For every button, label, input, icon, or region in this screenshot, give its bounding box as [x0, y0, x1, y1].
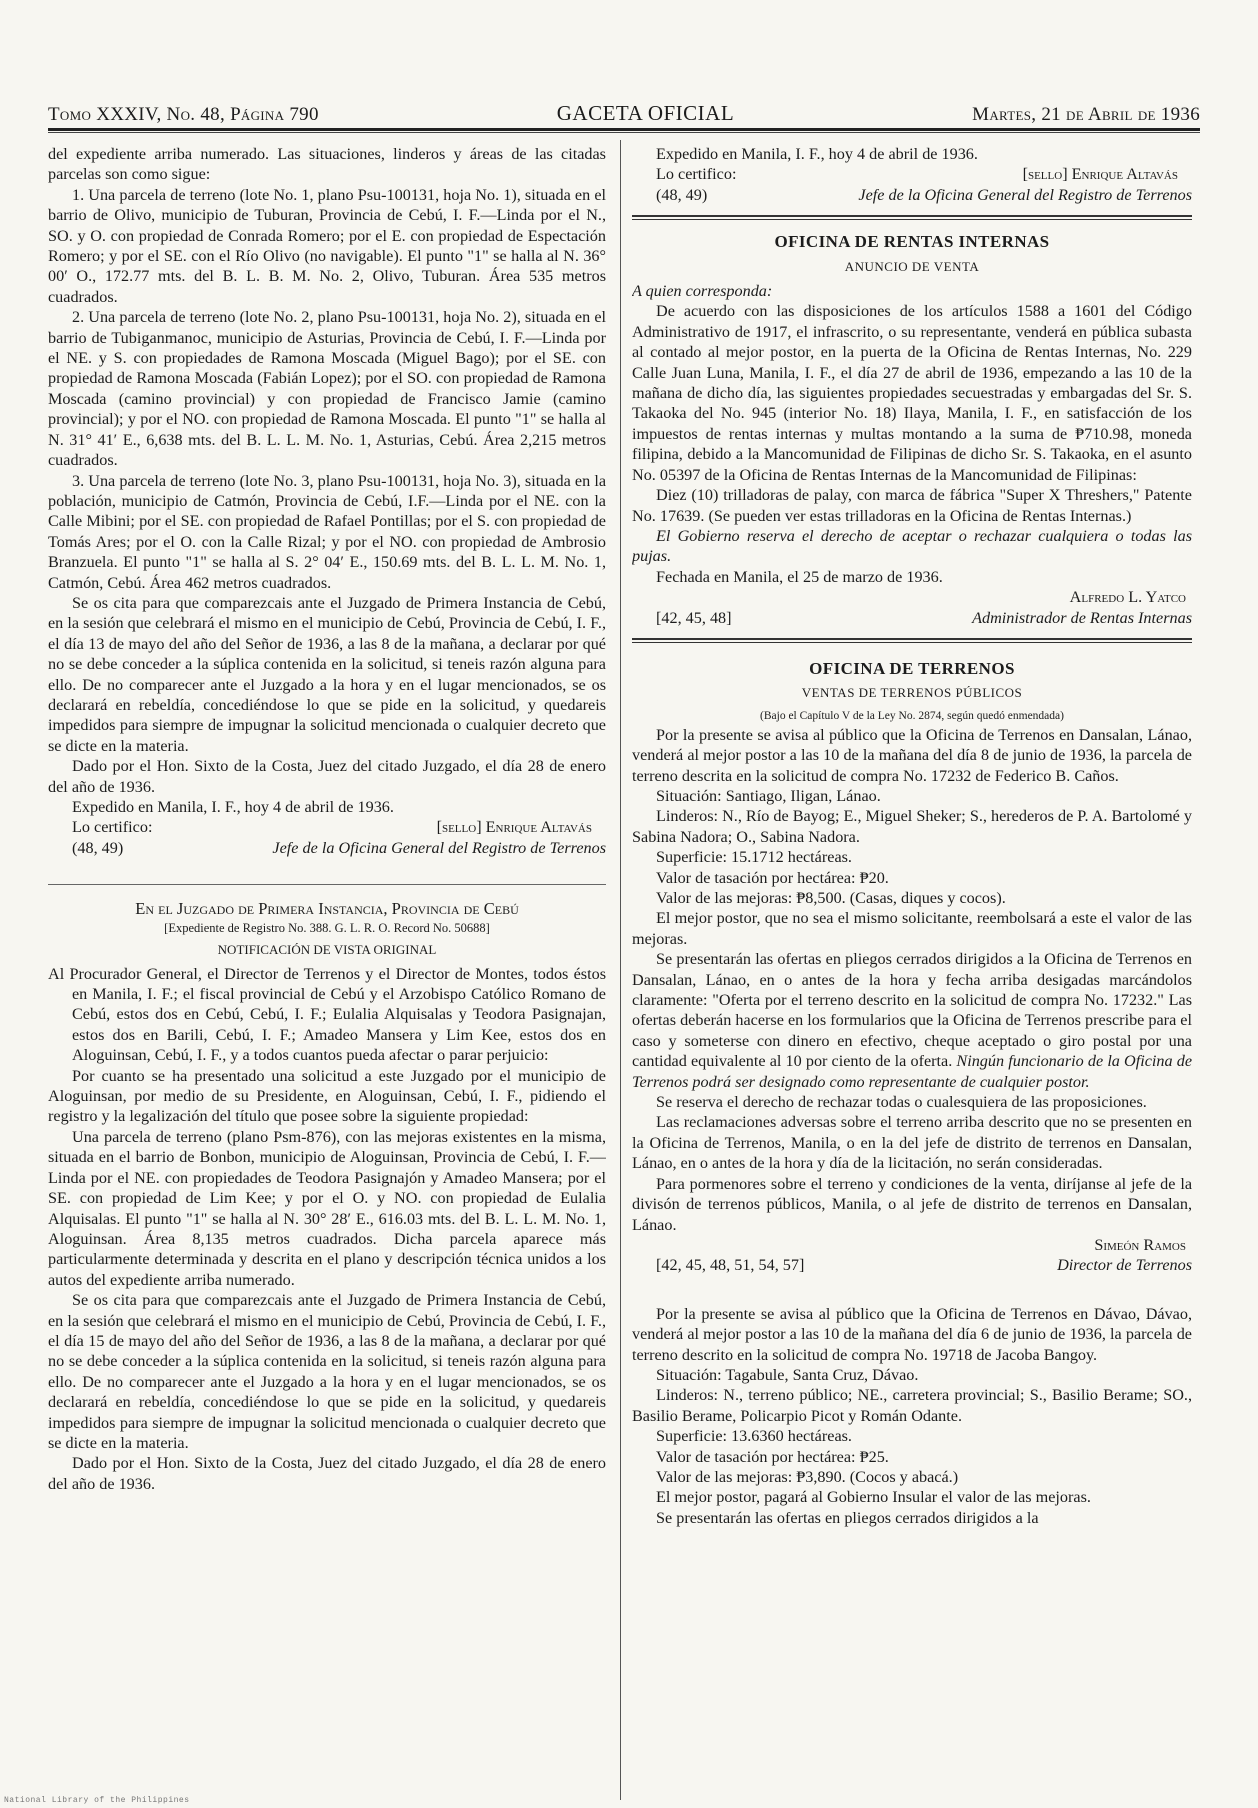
reserve-paragraph: Se reserva el derecho de rechazar todas o cualesquiera de las proposiciones. [656, 1093, 1147, 1112]
header-volume: Tomo XXXIV, No. 48, Página 790 [48, 104, 319, 125]
page-header [48, 94, 1200, 126]
given-by-paragraph: Dado por el Hon. Sixto de la Costa, Juez del citado Juzgado, el día 28 de enero del año de 1936. [48, 757, 606, 796]
notice-title: NOTIFICACIÓN DE VISTA ORIGINAL [217, 941, 437, 957]
seal-signature: [sello] Enrique Altavás [1022, 165, 1178, 184]
parcel-1: 1. Una parcela de terreno (lote No. 1, plano Psu-100131, hoja No. 1), situada en el barrio de Olivo, municipio de Tuburan, Provincia de Cebú, I. F.—Linda por el N., SO. y O. con propiedad de Conrada Romero; por el E. con propiedad de Espectación Romero; y por el SE. con el Río Olivo (no navigable). El punto "1" se halla al N. 36° 00′ O., 172.77 mts. del B. L. B. M. No. 2, Olivo, Tuburan. Área 535 metros cuadrados. [48, 185, 606, 306]
appraisal: Valor de tasación por hectárea: ₱25. [656, 1447, 889, 1466]
auction-paragraph: De acuerdo con las disposiciones de los artículos 1588 a 1601 del Código Administrativo de 1917, el infrascrito, o su representante, venderá en pública subasta al contado al mejor postor, en la puerta de la Oficina de Rentas Internas, No. 229 Calle Juan Luna, Manila, I. F., el día 27 de abril de 1936, empezando a las 10 de la mañana de dicho día, las siguientes propiedades secuestradas y embargadas del Sr. S. Takaoka del No. 945 (interior No. 18) Ilaya, Manila, I. F., en satisfacción de los impuestos de rentas internas y multas montando a la suma de ₱710.98, moneda filipina, debido a la Mancomunidad de Filipinas de dicho Sr. S. Takaoka, en el asunto No. 05397 de la Oficina de Rentas Internas de la Mancomunidad de Filipinas: [632, 302, 1192, 484]
signer-title: Director de Terrenos [1057, 1256, 1192, 1275]
court-record-ref: [Expediente de Registro No. 388. G. L. R. O. Record No. 50688] [164, 920, 490, 935]
issue-ref: [42, 45, 48, 51, 54, 57] [656, 1256, 805, 1275]
whereas-paragraph: Por cuanto se ha presentado una solicitud a este Juzgado por el municipio de Aloguinsan, por medio de su Presidente, en Aloguinsan, Cebú, I. F., pidiendo el registro y la legalización del título que posee sobre la siguiente propiedad: [48, 1066, 606, 1126]
signature-line [48, 838, 606, 858]
court-heading: En el Juzgado de Primera Instancia, Provincia de Cebú [135, 899, 519, 919]
scan-watermark: National Library of the Philippines [4, 1796, 190, 1805]
terrenos-heading: OFICINA DE TERRENOS [809, 658, 1015, 678]
signer-title: Jefe de la Oficina General del Registro de Terrenos [858, 185, 1192, 204]
boundaries: Linderos: N., Río de Bayog; E., Miguel Sheker; S., herederos de P. A. Bartolomé y Sabina Nadora; O., Sabina Nadora. [632, 807, 1192, 846]
signature-line [632, 185, 1192, 205]
certify-label: Lo certifico: [72, 818, 153, 837]
spacer [632, 1290, 1192, 1304]
parcel-2: 2. Una parcela de terreno (lote No. 2, plano Psu-100131, hoja No. 2), situada en el barrio de Tubiganmanoc, municipio de Asturias, Provincia de Cebú, I. F.—Linda por el NE. y S. con propiedades de Ramona Moscada (Miguel Bago); por el SE. con propiedad de Ramona Moscada (Fabián Lopez); por el SO. con propiedad de Ramona Moscada (camino provincial) y con propiedad de Francisco Jamie (camino provincial); y por el NO. con propiedad de Ramona Moscada. El punto "1" se halla al N. 31° 41′ E., 6,638 mts. del B. L. L. M. No. 1, Asturias, Cebú. Área 2,215 metros cuadrados. [48, 308, 606, 470]
details-paragraph: Para pormenores sobre el terreno y condiciones de la venta, diríjanse al jefe de la divisón de terrenos públicos, Manila, o al jefe de distrito de terrenos en Dansalan, Lánao. [632, 1174, 1192, 1234]
column-divider [620, 140, 621, 1800]
summons-paragraph: Se os cita para que comparezcais ante el Juzgado de Primera Instancia de Cebú, en la sesión que celebrará el mismo en el municipio de Cebú, Provincia de Cebú, I. F., el día 13 de mayo del año del Señor de 1936, a las 8 de la mañana, a declarar por qué no se debe conceder a la súplica contenida en la solicitud, si teneis razón alguna para ello. De no comparecer ante el Juzgado a la hora y en el lugar mencionados, se os declarará en rebeldía, concediéndose lo que se pide en la solicitud, y quedareis impedidos para siempre de impugnar la solicitud mencionada o cualquier decreto que se dicte en la materia. [48, 593, 606, 755]
section-divider [48, 884, 606, 885]
offers-note: Ningún funcionario de la Oficina de Terrenos podrá ser designado como representante de cualquier postor. [632, 1052, 1192, 1091]
parcel-3: 3. Una parcela de terreno (lote No. 3, plano Psu-100131, hoja No. 3), situada en la población, municipio de Catmón, Provincia de Cebú, I.F.—Linda por el NE. con la Calle Mibini; por el SE. con propiedad de Rafael Pontillas; por el S. con propiedad de Tomás Ares; por el O. con la Calle Rizal; y por el NO. con propiedad de Ambrosio Branzuela. El punto "1" se halla al S. 2° 04′ E., 150.69 mts. del B. L. L. M. No. 1, Catmón, Cebú. Área 462 metros cuadrados. [48, 471, 606, 592]
signature-line [632, 1255, 1192, 1275]
signature-line [632, 608, 1192, 628]
terrenos-subheading: VENTAS DE TERRENOS PÚBLICOS [801, 685, 1023, 701]
section-divider [632, 215, 1192, 220]
header-date: Martes, 21 de Abril de 1936 [972, 104, 1200, 125]
spacer [632, 1276, 1192, 1290]
issued-line: Expedido en Manila, I. F., hoy 4 de abril de 1936. [656, 145, 978, 163]
signer-title: Administrador de Rentas Internas [972, 608, 1192, 627]
area: Superficie: 13.6360 hectáreas. [656, 1427, 852, 1446]
addressees: Al Procurador General, el Director de Terrenos y el Director de Montes, todos éstos en Manila, I. F.; el fiscal provincial de Cebú y el Arzobispo Católico Romano de Cebú, estos dos en Cebú, Cebú, I. F.; Eulalia Alquisalas y Teodora Pasignajan, estos dos en Barili, Cebú, I. F.; Amadeo Mansera y Lim Kee, estos dos en Aloguinsan, Cebú, I. F., y a todos cuantos pueda afectar o parar perjuicio: [48, 964, 606, 1065]
right-column [632, 144, 1192, 1799]
issued-line: Expedido en Manila, I. F., hoy 4 de abril de 1936. [72, 798, 394, 816]
signer-name: Alfredo L. Yatco [1069, 588, 1186, 607]
certification-line [632, 164, 1192, 184]
certify-label: Lo certifico: [656, 165, 737, 184]
reserve-paragraph: El Gobierno reserva el derecho de aceptar o rechazar cualquiera o todas las pujas. [632, 526, 1192, 566]
issue-ref: (48, 49) [656, 185, 708, 204]
sale-notice-2: Por la presente se avisa al público que la Oficina de Terrenos en Dávao, Dávao, venderá al mejor postor a las 10 de la mañana del día 6 de junio de 1936, la parcela de terreno descrito en la solicitud de compra No. 19718 de Jacoba Bangoy. [632, 1304, 1192, 1364]
paragraph: del expediente arriba numerado. Las situaciones, linderos y áreas de las citadas parcelas son como sigue: [48, 145, 606, 184]
parcel-description: Una parcela de terreno (plano Psm-876), con las mejoras existentes en la misma, situada en el barrio de Bonbon, municipio de Aloguinsan, Provincia de Cebú, I. F.—Linda por el NE. con propiedades de Teodora Pasignajón y Amadeo Mansera; por el SE. con propiedad de Lim Kee; y por el O. y NO. con propiedad de Eulalia Alquisalas. El punto "1" se halla al N. 30° 28′ E., 616.03 mts. del B. L. L. M. No. 1, Aloguinsan. Área 8,135 metros cuadrados. Dicha parcela aparece más particularmente determinada y descrita en el plano y descripción técnica unidos a los autos del expediente arriba numerado. [48, 1127, 606, 1289]
offers-text: Se presentarán las ofertas en pliegos cerrados dirigidos a la Oficina de Terrenos en Dansalan, Lánao, en o antes de la hora y fecha arriba desigadas marcándolos claramente: "Oferta por el terreno descrito en la solicitud de compra No. 17232." Las ofertas deberán hacerse en los formularios que la Oficina de Terrenos prescribe para el caso y someterse con dinero en efectivo, cheque aceptado o giro postal por una cantidad equivalente al 10 por ciento de la oferta. [632, 950, 1192, 1071]
area: Superficie: 15.1712 hectáreas. [656, 848, 852, 867]
rentas-subheading: ANUNCIO DE VENTA [844, 258, 980, 274]
law-note: (Bajo el Capítulo V de la Ley No. 2874, según quedó enmendada) [760, 709, 1064, 722]
signer-name: Simeón Ramos [1094, 1235, 1186, 1254]
section-divider [632, 638, 1192, 643]
seal-signature: [sello] Enrique Altavás [436, 818, 592, 837]
summons-paragraph-2: Se os cita para que comparezcais ante el Juzgado de Primera Instancia de Cebú, en la sesión que celebrará el mismo en el municipio de Cebú, Provincia de Cebú, I. F., el día 15 de mayo del año del Señor de 1936, a las 8 de la mañana, a declarar por qué no se debe conceder a la súplica contenida en la solicitud, si teneis razón alguna para ello. De no comparecer ante el Juzgado a la hora y en el lugar mencionados, se os declarará en rebeldía, concediéndose lo que se pide en la solicitud, y quedareis impedidos para siempre de impugnar la solicitud mencionada o cualquier decreto que se dicte en la materia. [48, 1291, 606, 1452]
items-paragraph: Diez (10) trilladoras de palay, con marca de fábrica "Super X Threshers," Patente No. 17639. (Se pueden ver estas trilladoras en la Oficina de Rentas Internas.) [632, 486, 1192, 525]
issue-ref: (48, 49) [72, 838, 124, 857]
header-rule [48, 128, 1200, 131]
signer-title: Jefe de la Oficina General del Registro de Terrenos [272, 838, 606, 857]
boundaries: Linderos: N., terreno público; NE., carretera provincial; S., Basilio Berame; SO., Basilio Berame, Policarpio Picot y Román Odante. [632, 1386, 1192, 1425]
header-title: GACETA OFICIAL [556, 101, 735, 125]
location: Situación: Tagabule, Santa Cruz, Dávao. [656, 1365, 919, 1384]
best-bidder: El mejor postor, pagará al Gobierno Insular el valor de las mejoras. [656, 1488, 1091, 1507]
offers-paragraph: Se presentarán las ofertas en pliegos cerrados dirigidos a la [656, 1508, 1039, 1527]
offers-paragraph [632, 949, 1192, 1092]
given-by-paragraph-2: Dado por el Hon. Sixto de la Costa, Juez del citado Juzgado, el día 28 de enero del año de 1936. [48, 1454, 606, 1493]
issue-ref: [42, 45, 48] [656, 608, 732, 627]
best-bidder: El mejor postor, que no sea el mismo solicitante, reembolsará a este el valor de las mejoras. [632, 909, 1192, 948]
dated-line: Fechada en Manila, el 25 de marzo de 1936. [656, 567, 943, 586]
appraisal: Valor de tasación por hectárea: ₱20. [656, 868, 889, 887]
location: Situación: Santiago, Iligan, Lánao. [656, 786, 881, 805]
certification-line [48, 817, 606, 837]
left-column [48, 144, 606, 1799]
improvements: Valor de las mejoras: ₱8,500. (Casas, diques y cocos). [656, 889, 1006, 907]
sale-notice: Por la presente se avisa al público que la Oficina de Terrenos en Dansalan, Lánao, venderá al mejor postor a las 10 de la mañana del día 8 de junio de 1936, la parcela de terreno descrita en la solicitud de compra No. 17232 de Federico B. Caños. [632, 725, 1192, 785]
header-rule-thin [48, 132, 1200, 133]
rentas-heading: OFICINA DE RENTAS INTERNAS [774, 232, 1050, 252]
salutation: A quien corresponda: [632, 282, 773, 301]
claims-paragraph: Las reclamaciones adversas sobre el terreno arriba descrito que no se presenten en la Oficina de Terrenos, Manila, o en la del jefe de distrito de terrenos en Dansalan, Lánao, en o antes de la hora y día de la licitación, no serán consideradas. [632, 1113, 1192, 1173]
improvements: Valor de las mejoras: ₱3,890. (Cocos y abacá.) [656, 1467, 959, 1486]
